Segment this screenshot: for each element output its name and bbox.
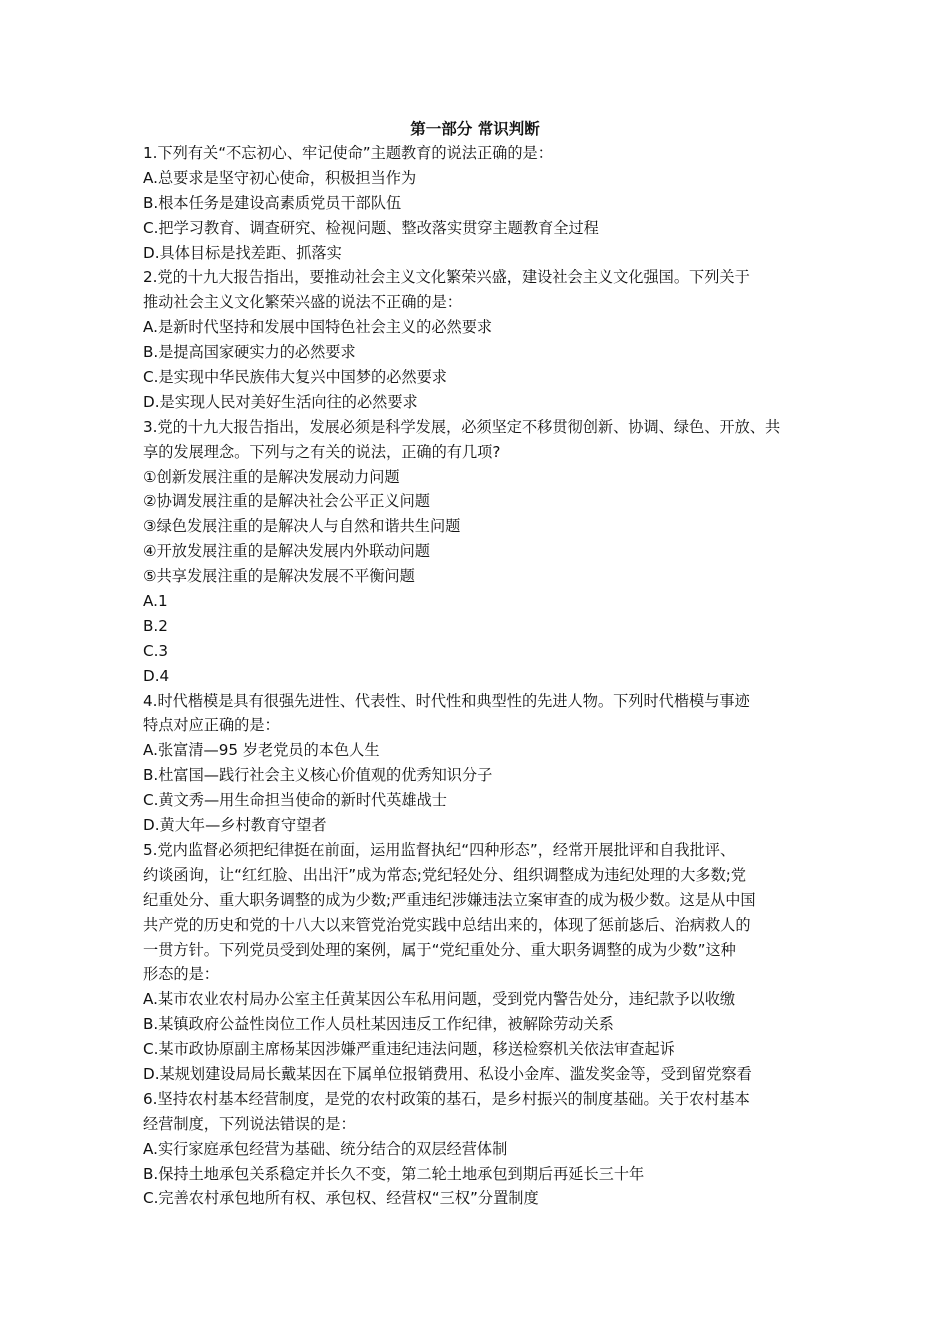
text-line: B.某镇政府公益性岗位工作人员杜某因违反工作纪律，被解除劳动关系 [143, 1015, 614, 1034]
text-line: ⑤共享发展注重的是解决发展不平衡问题 [143, 567, 415, 586]
text-line: D.具体目标是找差距、抓落实 [143, 243, 342, 262]
question-content [143, 141, 811, 1211]
text-line: 一贯方针。下列党员受到处理的案例，属于“党纪重处分、重大职务调整的成为少数”这种 [143, 940, 736, 959]
text-line: C.是实现中华民族伟大复兴中国梦的必然要求 [143, 368, 447, 387]
text-line: 经营制度，下列说法错误的是： [143, 1114, 356, 1133]
text-line: ④开放发展注重的是解决发展内外联动问题 [143, 542, 430, 561]
text-line: A.是新时代坚持和发展中国特色社会主义的必然要求 [143, 318, 493, 337]
text-line: 享的发展理念。下列与之有关的说法，正确的有几项? [143, 442, 501, 461]
text-line: 推动社会主义文化繁荣兴盛的说法不正确的是： [143, 293, 462, 312]
text-line: D.某规划建设局局长戴某因在下属单位报销费用、私设小金库、滥发奖金等，受到留党察看 [143, 1064, 752, 1083]
text-line: 纪重处分、重大职务调整的成为少数;严重违纪涉嫌违法立案审查的成为极少数。这是从中国 [143, 890, 756, 909]
text-line: ②协调发展注重的是解决社会公平正义问题 [143, 492, 430, 511]
section-title: 第一部分 常识判断 [410, 120, 540, 138]
text-line: D.是实现人民对美好生活向往的必然要求 [143, 392, 418, 411]
text-line: 5.党内监督必须把纪律挺在前面，运用监督执纪“四种形态”，经常开展批评和自我批评、 [143, 840, 736, 859]
text-line: 1.下列有关“不忘初心、牢记使命”主题教育的说法正确的是： [143, 144, 553, 162]
text-line: B.2 [143, 616, 168, 635]
text-line: C.把学习教育、调查研究、检视问题、整改落实贯穿主题教育全过程 [143, 218, 599, 237]
text-line: A.某市农业农村局办公室主任黄某因公车私用问题，受到党内警告处分，违纪款予以收缴 [143, 990, 736, 1009]
text-line: B.杜富国—践行社会主义核心价值观的优秀知识分子 [143, 766, 493, 785]
text-line: 约谈函询，让“红红脸、出出汗”成为常态;党纪轻处分、组织调整成为违纪处理的大多数;党 [143, 865, 747, 884]
text-line: A.实行家庭承包经营为基础、统分结合的双层经营体制 [143, 1139, 508, 1158]
text-line: 形态的是： [143, 965, 219, 984]
text-line: 4.时代楷模是具有很强先进性、代表性、时代性和典型性的先进人物。下列时代楷模与事迹 [143, 691, 750, 710]
text-line: B.是提高国家硬实力的必然要求 [143, 343, 356, 362]
text-line: 共产党的历史和党的十八大以来管党治党实践中总结出来的，体现了惩前毖后、治病救人的 [143, 915, 751, 934]
text-line: D.黄大年—乡村教育守望者 [143, 816, 327, 835]
text-line: C.某市政协原副主席杨某因涉嫌严重违纪违法问题，移送检察机关依法审查起诉 [143, 1040, 675, 1059]
text-line: B.根本任务是建设高素质党员干部队伍 [143, 193, 402, 212]
text-line: 6.坚持农村基本经营制度，是党的农村政策的基石，是乡村振兴的制度基础。关于农村基本 [143, 1089, 750, 1108]
text-line: C.完善农村承包地所有权、承包权、经营权“三权”分置制度 [143, 1189, 539, 1208]
text-line: D.4 [143, 666, 170, 685]
text-line: ③绿色发展注重的是解决人与自然和谐共生问题 [143, 517, 461, 536]
text-line: 2.党的十九大报告指出，要推动社会主义文化繁荣兴盛，建设社会主义文化强国。下列关于 [143, 268, 750, 287]
text-line: 3.党的十九大报告指出，发展必须是科学发展，必须坚定不移贯彻创新、协调、绿色、开放、共 [143, 417, 781, 436]
text-line: A.总要求是坚守初心使命，积极担当作为 [143, 168, 417, 187]
text-line: C.3 [143, 641, 169, 660]
text-line: ①创新发展注重的是解决发展动力问题 [143, 467, 400, 486]
text-line: 特点对应正确的是： [143, 716, 280, 735]
text-line: C.黄文秀—用生命担当使命的新时代英雄战士 [143, 791, 447, 810]
text-line: B.保持土地承包关系稳定并长久不变，第二轮土地承包到期后再延长三十年 [143, 1164, 645, 1183]
text-line: A.1 [143, 592, 168, 611]
text-line: A.张富清—95 岁老党员的本色人生 [143, 741, 380, 760]
